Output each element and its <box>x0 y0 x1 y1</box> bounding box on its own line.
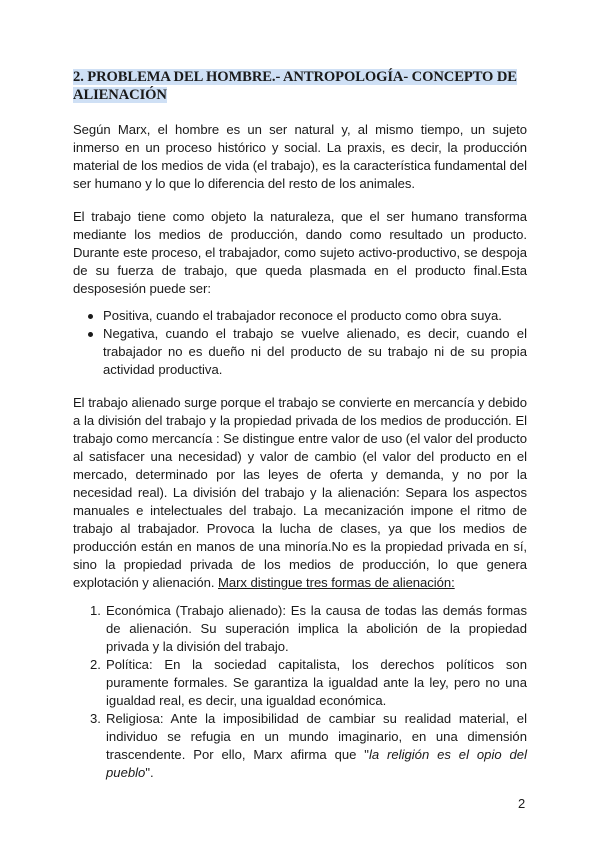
alienated-work-text: El trabajo alienado surge porque el trabajo se convierte en mercancía y debido a la división del trabajo y la propiedad privada de los medios de producción. El trabajo como mercancía : Se distingue entre valor de uso (el valor del producto al satisfacer una necesidad) y valor de cambio (el valor del producto en el mercado, determinado por las leyes de oferta y demanda, y no por la necesidad real). La división del trabajo y la alienación: Separa los aspectos manuales e intelectuales del trabajo. La mecanización impone el ritmo de trabajo al trabajador. Provoca la lucha de clases, ya que los medios de producción están en manos de una minoría.No es la propiedad privada en sí, sino la propiedad privada de los medios de producción, lo que genera explotación y alienación. <box>73 395 527 590</box>
page-number: 2 <box>518 796 526 811</box>
list-item-text: Política: En la sociedad capitalista, los derechos políticos son puramente formales. Se garantiza la igualdad ante la ley, pero no una igualdad real, es decir, una igualdad económica. <box>106 657 527 708</box>
work-paragraph: El trabajo tiene como objeto la naturaleza, que el ser humano transforma mediante los medios de producción, dando como resultado un producto. Durante este proceso, el trabajador, como sujeto activo-productivo, se despoja de su fuerza de trabajo, que queda plasmada en el producto final.Esta desposesión puede ser: <box>73 209 527 296</box>
section-title <box>73 68 527 104</box>
list-item-text: Positiva, cuando el trabajador reconoce el producto como obra suya. <box>103 308 502 323</box>
forms-intro-underlined: Marx distingue tres formas de alienación: <box>218 575 455 590</box>
list-item <box>73 325 527 379</box>
list-item-text: Religiosa: Ante la imposibilidad de cambiar su realidad material, el individuo se refugia en un mundo imaginario, en una dimensión trascendente. Por ello, Marx afirma que " <box>106 711 527 762</box>
section-title-text: 2. PROBLEMA DEL HOMBRE.- ANTROPOLOGÍA- CONCEPTO DE ALIENACIÓN <box>73 69 517 103</box>
alienated-work-paragraph <box>73 394 527 592</box>
list-item <box>73 602 527 656</box>
document-page <box>73 68 527 782</box>
list-item-text: Negativa, cuando el trabajo se vuelve alienado, es decir, cuando el trabajador no es dueño ni del producto de su trabajo ni de su propia actividad productiva. <box>103 326 527 377</box>
list-item <box>73 710 527 782</box>
list-number: 2. <box>90 657 101 672</box>
bullet-icon <box>88 332 93 337</box>
list-number: 3. <box>90 711 101 726</box>
list-item-text: Económica (Trabajo alienado): Es la causa de todas las demás formas de alienación. Su superación implica la abolición de la propiedad privada y la división del trabajo. <box>106 603 527 654</box>
marx-quote: la religión es el opio del pueblo <box>106 747 527 780</box>
bullet-icon <box>88 314 93 319</box>
list-number: 1. <box>90 603 101 618</box>
intro-paragraph: Según Marx, el hombre es un ser natural y, al mismo tiempo, un sujeto inmerso en un proceso histórico y social. La praxis, es decir, la producción material de los medios de vida (el trabajo), es la característica fundamental del ser humano y lo que lo diferencia del resto de los animales. <box>73 122 527 191</box>
dispossession-list <box>73 307 527 379</box>
alienation-forms-list <box>73 602 527 782</box>
list-item-text-end: ". <box>145 765 154 780</box>
list-item <box>73 656 527 710</box>
list-item <box>73 307 527 325</box>
